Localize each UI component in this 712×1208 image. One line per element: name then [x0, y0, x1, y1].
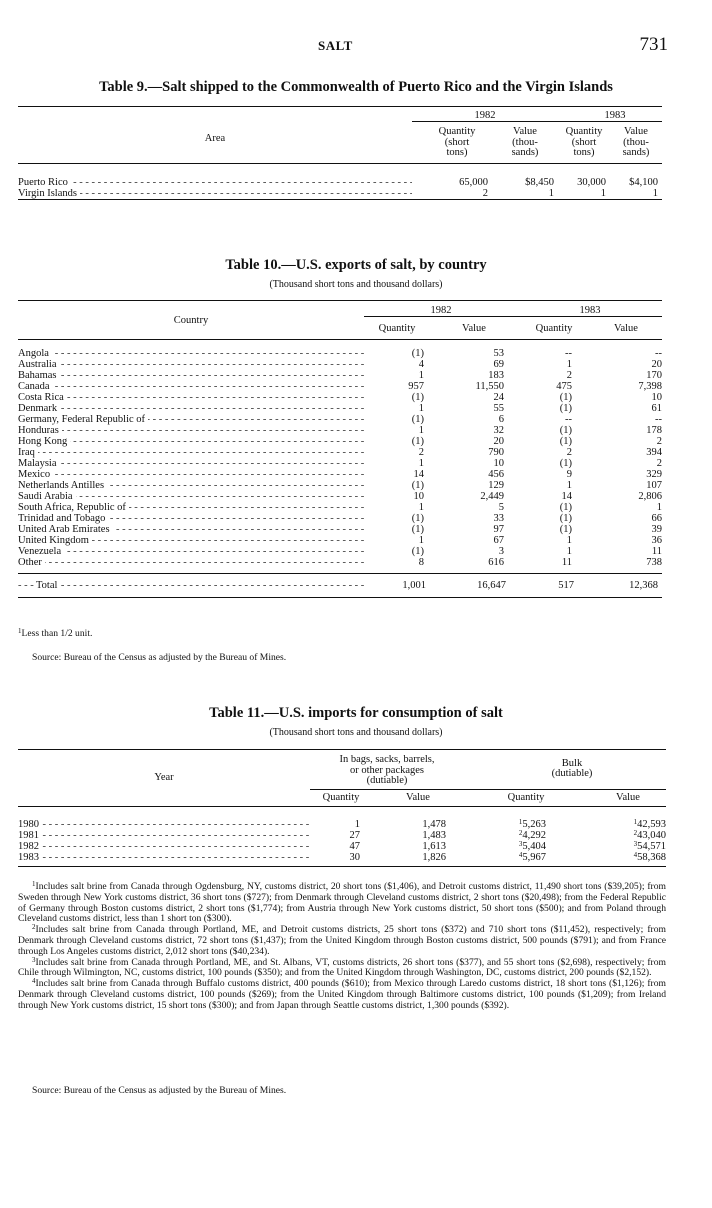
table10-footnote — [18, 629, 658, 640]
row-label — [18, 436, 364, 447]
row-label-text: Australia — [18, 359, 60, 370]
total-label: Total — [36, 580, 60, 591]
cell-text: 5,263 — [522, 819, 546, 830]
cell-value: 790 — [488, 446, 504, 458]
cell-value: 53 — [493, 347, 504, 359]
row-label-text: Virgin Islands — [18, 188, 80, 199]
cell-value — [574, 819, 666, 830]
footnote-mark: 1 — [518, 818, 523, 826]
cell-value: 1 — [566, 479, 572, 491]
table10-value-header-1982: Value — [462, 322, 486, 334]
page-number: 731 — [639, 34, 668, 55]
cell-value: 14 — [561, 490, 572, 502]
row-label — [18, 480, 364, 491]
table-row — [18, 841, 666, 852]
cell-value: 329 — [646, 468, 662, 480]
footnote-mark: 1 — [32, 880, 36, 888]
cell-text: 54,571 — [637, 841, 666, 852]
cell-value: (1) — [559, 435, 572, 447]
table9-quantity-header-1983 — [558, 122, 610, 164]
cell-value: (1) — [559, 457, 572, 469]
cell-value: 1 — [354, 819, 360, 830]
cell-value: (1) — [411, 347, 424, 359]
footnote — [18, 979, 666, 1011]
cell-value: 20 — [493, 435, 504, 447]
cell-value: 11 — [561, 556, 572, 568]
table10-country-header: Country — [173, 314, 209, 326]
table11-source: Source: Bureau of the Census as adjusted by the Bureau of Mines. — [32, 1085, 287, 1096]
table11 — [18, 749, 666, 867]
row-label — [18, 524, 364, 535]
table-row — [18, 447, 662, 458]
row-label — [18, 546, 364, 557]
cell-value: 1 — [418, 457, 424, 469]
cell-value: 738 — [646, 556, 662, 568]
header-line: (thou- — [623, 136, 649, 148]
row-label — [18, 425, 364, 436]
cell-value: (1) — [411, 512, 424, 524]
cell-value: 1,826 — [422, 852, 446, 863]
row-label-text: Germany, Federal Republic of — [18, 414, 148, 425]
table-row — [18, 502, 662, 513]
table10-body — [18, 348, 662, 568]
table11-subtitle: (Thousand short tons and thousand dollars) — [269, 727, 443, 738]
cell-value: 2 — [566, 446, 572, 458]
footnote-mark: 3 — [633, 840, 638, 848]
table10-quantity-header-1983: Quantity — [535, 322, 573, 334]
footnote-mark: 4 — [633, 851, 638, 859]
row-label-text: South Africa, Republic of — [18, 502, 129, 513]
cell-value: 1,613 — [422, 841, 446, 852]
table11-notes — [18, 882, 666, 1012]
cell-value: 475 — [556, 380, 572, 392]
row-label — [18, 819, 310, 830]
table10-title: Table 10.—U.S. exports of salt, by country — [225, 257, 487, 273]
running-head-title: SALT — [318, 38, 353, 53]
cell-value: (1) — [411, 479, 424, 491]
table11-bulk-quantity-header: Quantity — [507, 792, 545, 803]
table-row — [18, 188, 662, 200]
cell-text: 42,593 — [637, 819, 666, 830]
header-line: Value — [624, 126, 648, 137]
row-label-text: 1982 — [18, 841, 42, 852]
table-row — [18, 546, 662, 557]
table-row — [18, 491, 662, 502]
cell-value: 55 — [493, 402, 504, 414]
header-line: tons) — [446, 147, 468, 158]
cell-value: 32 — [493, 424, 504, 436]
cell-value: 1 — [652, 188, 658, 199]
cell-text: 4,292 — [522, 830, 546, 841]
row-label-text: Malaysia — [18, 458, 60, 469]
cell-value: 3 — [498, 545, 504, 557]
cell-value: 2,449 — [480, 490, 504, 502]
table9-title: Table 9.—Salt shipped to the Commonwealth of Puerto Rico and the Virgin Islands — [99, 79, 613, 95]
header-line: sands) — [622, 147, 650, 158]
footnote-text: Less than 1/2 unit. — [21, 628, 93, 639]
total-value: 12,368 — [629, 579, 658, 591]
cell-value: -- — [565, 347, 572, 359]
cell-value — [574, 830, 666, 841]
row-label-text: Venezuela — [18, 546, 64, 557]
table-row — [18, 425, 662, 436]
cell-value: 456 — [488, 468, 504, 480]
cell-value: 183 — [488, 369, 504, 381]
row-label-text: Puerto Rico — [18, 177, 71, 188]
footnote-text: Includes salt brine from Canada through Buffalo customs district, 400 pounds ($610); from Mexico through Laredo customs district, 18 short tons ($1,126); from Denmark through Cleveland customs district, 100 pounds ($269); from the United Kingdom through Baltimore customs district, 100 pounds ($1,209); from Ireland through New York customs district, 15 short tons ($300); and from Japan through Seattle customs district, 1,300 pounds ($392). — [18, 978, 666, 1011]
table9 — [18, 106, 662, 200]
row-label — [18, 458, 364, 469]
footnote-mark: 1 — [18, 627, 22, 635]
cell-value: 1,478 — [422, 819, 446, 830]
cell-value: 11,550 — [475, 380, 504, 392]
row-label-text: 1983 — [18, 852, 42, 863]
row-label-text: Bahamas — [18, 370, 60, 381]
cell-value: $4,100 — [629, 177, 658, 188]
cell-value: 10 — [413, 490, 424, 502]
cell-value: 1 — [418, 501, 424, 513]
cell-value: 1 — [566, 545, 572, 557]
cell-value: 1 — [600, 188, 606, 199]
cell-value: -- — [655, 347, 662, 359]
cell-text: 58,368 — [637, 852, 666, 863]
table-row — [18, 403, 662, 414]
cell-value: 1 — [566, 534, 572, 546]
cell-value: (1) — [559, 391, 572, 403]
table10-year-1982: 1982 — [364, 301, 518, 317]
table11-bag-quantity-header: Quantity — [322, 792, 360, 803]
cell-value: 65,000 — [459, 177, 488, 188]
table9-value-header-1983 — [610, 122, 662, 164]
header-line: sands) — [511, 147, 539, 158]
cell-value: 1 — [418, 424, 424, 436]
row-label — [18, 447, 364, 458]
cell-value — [574, 841, 666, 852]
table-row — [18, 469, 662, 480]
footnote-text: Includes salt brine from Canada through Portland, ME, and Detroit customs districts, 25 short tons ($372) and 710 short tons ($11,452), respectively; from Denmark through Cleveland customs district, 72 short tons ($1,437); from the United Kingdom through Boston customs district, 500 pounds ($791); and from France through Los Angeles customs district, 2,012 short tons ($40,234). — [18, 924, 666, 957]
cell-value: 170 — [646, 369, 662, 381]
cell-value: 97 — [493, 523, 504, 535]
header-line: (dutiable) — [551, 768, 593, 780]
table10-subtitle: (Thousand short tons and thousand dollars) — [269, 279, 443, 290]
row-label — [18, 188, 412, 200]
row-label — [18, 580, 364, 598]
cell-value: 24 — [493, 391, 504, 403]
table10-year-1983: 1983 — [518, 301, 662, 317]
row-label-text: Other — [18, 557, 45, 568]
row-label — [18, 392, 364, 403]
table9-year-1982: 1982 — [412, 107, 558, 122]
table-row — [18, 348, 662, 359]
cell-value: 9 — [566, 468, 572, 480]
table11-bulk-header — [464, 750, 666, 790]
cell-value: 69 — [493, 358, 504, 370]
cell-value: (1) — [411, 391, 424, 403]
cell-value: 11 — [651, 545, 662, 557]
header-line: Bulk — [561, 757, 583, 769]
table9-area-header: Area — [204, 133, 226, 144]
cell-value — [464, 852, 574, 863]
cell-text: 5,404 — [522, 841, 546, 852]
row-label-text: 1980 — [18, 819, 42, 830]
cell-value: 2 — [656, 435, 662, 447]
header-line: Quantity — [565, 126, 603, 137]
table-row — [18, 458, 662, 469]
row-label-text: Hong Kong — [18, 436, 70, 447]
cell-value: 14 — [413, 468, 424, 480]
total-value: 16,647 — [477, 579, 506, 591]
cell-value: 957 — [408, 380, 424, 392]
cell-value: 1,483 — [422, 830, 446, 841]
cell-value: 1 — [418, 369, 424, 381]
row-label — [18, 491, 364, 502]
cell-value: 2,806 — [638, 490, 662, 502]
row-label-text: Mexico — [18, 469, 53, 480]
footnote-mark: 3 — [518, 840, 523, 848]
cell-value: 33 — [493, 512, 504, 524]
cell-value: 20 — [651, 358, 662, 370]
cell-value: 107 — [646, 479, 662, 491]
cell-value: (1) — [559, 501, 572, 513]
footnote-mark: 4 — [32, 977, 36, 986]
cell-text: 43,040 — [637, 830, 666, 841]
table-row — [18, 436, 662, 447]
header-line: Quantity — [438, 126, 476, 137]
cell-value: 27 — [349, 830, 360, 841]
header-line: Value — [513, 126, 537, 137]
cell-value: 1 — [418, 534, 424, 546]
table-row — [18, 480, 662, 491]
cell-value: 2 — [482, 188, 488, 199]
header-line: (short — [571, 136, 597, 148]
cell-value: 7,398 — [638, 380, 662, 392]
footnote — [18, 882, 666, 925]
header-line: (dutiable) — [366, 775, 408, 786]
row-label-text: Honduras — [18, 425, 62, 436]
table-row — [18, 370, 662, 381]
cell-value: 67 — [493, 534, 504, 546]
cell-value: 2 — [418, 446, 424, 458]
cell-value: 36 — [651, 534, 662, 546]
header-line: (thou- — [512, 136, 538, 148]
table-row — [18, 177, 662, 188]
table10-value-header-1983: Value — [614, 322, 638, 334]
table11-title: Table 11.—U.S. imports for consumption of salt — [209, 705, 503, 721]
row-label-text: Trinidad and Tobago — [18, 513, 108, 524]
table-row — [18, 524, 662, 535]
table11-body — [18, 819, 666, 863]
cell-value: 1 — [656, 501, 662, 513]
row-label-text: 1981 — [18, 830, 42, 841]
running-head — [0, 36, 712, 60]
footnote — [18, 955, 666, 980]
table9-year-1983: 1983 — [558, 107, 662, 122]
footnote-mark: 4 — [518, 851, 523, 859]
header-line: In bags, sacks, barrels, — [339, 754, 435, 765]
table-row — [18, 852, 666, 863]
cell-value: 1 — [566, 358, 572, 370]
table-row — [18, 381, 662, 392]
row-label — [18, 513, 364, 524]
row-label-text: Iraq — [18, 447, 38, 458]
cell-value: 47 — [349, 841, 360, 852]
cell-value: (1) — [411, 413, 424, 425]
row-label — [18, 502, 364, 513]
cell-value: 8 — [418, 556, 424, 568]
cell-value: 4 — [418, 358, 424, 370]
table11-bags-header — [310, 750, 464, 790]
cell-value: (1) — [411, 435, 424, 447]
row-label-text: Canada — [18, 381, 53, 392]
table9-quantity-header-1982 — [412, 122, 492, 164]
cell-value: (1) — [559, 424, 572, 436]
row-label-text: Denmark — [18, 403, 60, 414]
cell-value: -- — [565, 413, 572, 425]
cell-value: 10 — [493, 457, 504, 469]
table-row — [18, 535, 662, 546]
cell-value: 39 — [651, 523, 662, 535]
cell-value: $8,450 — [525, 177, 554, 188]
table-row — [18, 392, 662, 403]
row-label — [18, 177, 412, 188]
footnote-mark: 2 — [633, 829, 638, 837]
cell-value: (1) — [559, 402, 572, 414]
footnote-mark: 3 — [32, 955, 36, 964]
cell-value: (1) — [559, 512, 572, 524]
row-label — [18, 348, 364, 359]
total-value: 1,001 — [402, 579, 426, 591]
table-row — [18, 830, 666, 841]
table-row — [18, 557, 662, 568]
footnote-text: Includes salt brine from Canada through Ogdensburg, NY, customs district, 20 short tons ($1,406), and Detroit customs district, 11,490 short tons ($39,205); from Sweden through New York customs district, 36 short tons ($727); from Denmark through Cleveland customs district, 2 short tons ($20,498); from the Federal Republic of Germany through Boston customs district, 2 short tons ($1,774); from Austria through New York customs district, 50 short tons ($500); and from Poland through Cleveland customs district, less than 1 short ton ($300). — [18, 881, 666, 925]
table9-value-header-1982 — [492, 122, 558, 164]
cell-text: 5,967 — [522, 852, 546, 863]
row-label — [18, 535, 364, 546]
row-label — [18, 359, 364, 370]
row-label-text: United Arab Emirates — [18, 524, 113, 535]
row-label-text: Angola — [18, 348, 52, 359]
table10 — [18, 300, 662, 598]
cell-value: 66 — [651, 512, 662, 524]
cell-value: 6 — [498, 413, 504, 425]
row-label — [18, 414, 364, 425]
cell-value: (1) — [411, 523, 424, 535]
cell-value: 129 — [488, 479, 504, 491]
header-line: or other packages — [349, 764, 425, 776]
footnote-text: Includes salt brine from Canada through Portland, ME, and St. Albans, VT, customs districts, 26 short tons ($377), and 55 short tons ($2,698), respectively; from Chile through Wilmington, NC, customs district, 100 pounds ($350); and from the United Kingdom through Washington, DC, customs district, 200 pounds ($2,152). — [18, 956, 666, 979]
row-label — [18, 852, 310, 863]
table-row — [18, 414, 662, 425]
footnote — [18, 925, 666, 957]
cell-value: 5 — [498, 501, 504, 513]
table10-source: Source: Bureau of the Census as adjusted by the Bureau of Mines. — [32, 652, 287, 663]
table-row — [18, 819, 666, 830]
footnote-mark: 2 — [518, 829, 523, 837]
cell-value: 178 — [646, 424, 662, 436]
table-row — [18, 513, 662, 524]
row-label-text: United Kingdom — [18, 535, 92, 546]
cell-value — [574, 852, 666, 863]
cell-value: 30,000 — [577, 177, 606, 188]
cell-value: 30 — [349, 852, 360, 863]
table11-bag-value-header: Value — [406, 792, 430, 803]
cell-value: 1 — [548, 188, 554, 199]
row-label — [18, 403, 364, 414]
row-label — [18, 381, 364, 392]
row-label — [18, 469, 364, 480]
cell-value: 10 — [651, 391, 662, 403]
header-line: tons) — [573, 147, 595, 158]
cell-value: 61 — [651, 402, 662, 414]
cell-value: -- — [655, 413, 662, 425]
cell-value: (1) — [559, 523, 572, 535]
row-label — [18, 557, 364, 568]
row-label-text: Costa Rica — [18, 392, 67, 403]
footnote-mark: 1 — [633, 818, 638, 826]
header-line: (short — [444, 136, 470, 148]
table10-quantity-header-1982: Quantity — [378, 322, 416, 334]
cell-value: 2 — [656, 457, 662, 469]
footnote-mark: 2 — [32, 923, 36, 932]
row-label — [18, 830, 310, 841]
cell-value: 394 — [646, 446, 662, 458]
cell-value: (1) — [411, 545, 424, 557]
cell-value: 2 — [566, 369, 572, 381]
table11-bulk-value-header: Value — [616, 792, 640, 803]
table11-year-header: Year — [154, 772, 174, 784]
total-value: 517 — [558, 579, 574, 591]
row-label — [18, 370, 364, 381]
table-row — [18, 359, 662, 370]
row-label — [18, 841, 310, 852]
cell-value: 1 — [418, 402, 424, 414]
table10-total-row — [18, 580, 662, 598]
row-label-text: Netherlands Antilles — [18, 480, 107, 491]
cell-value: 616 — [488, 556, 504, 568]
row-label-text: Saudi Arabia — [18, 491, 76, 502]
